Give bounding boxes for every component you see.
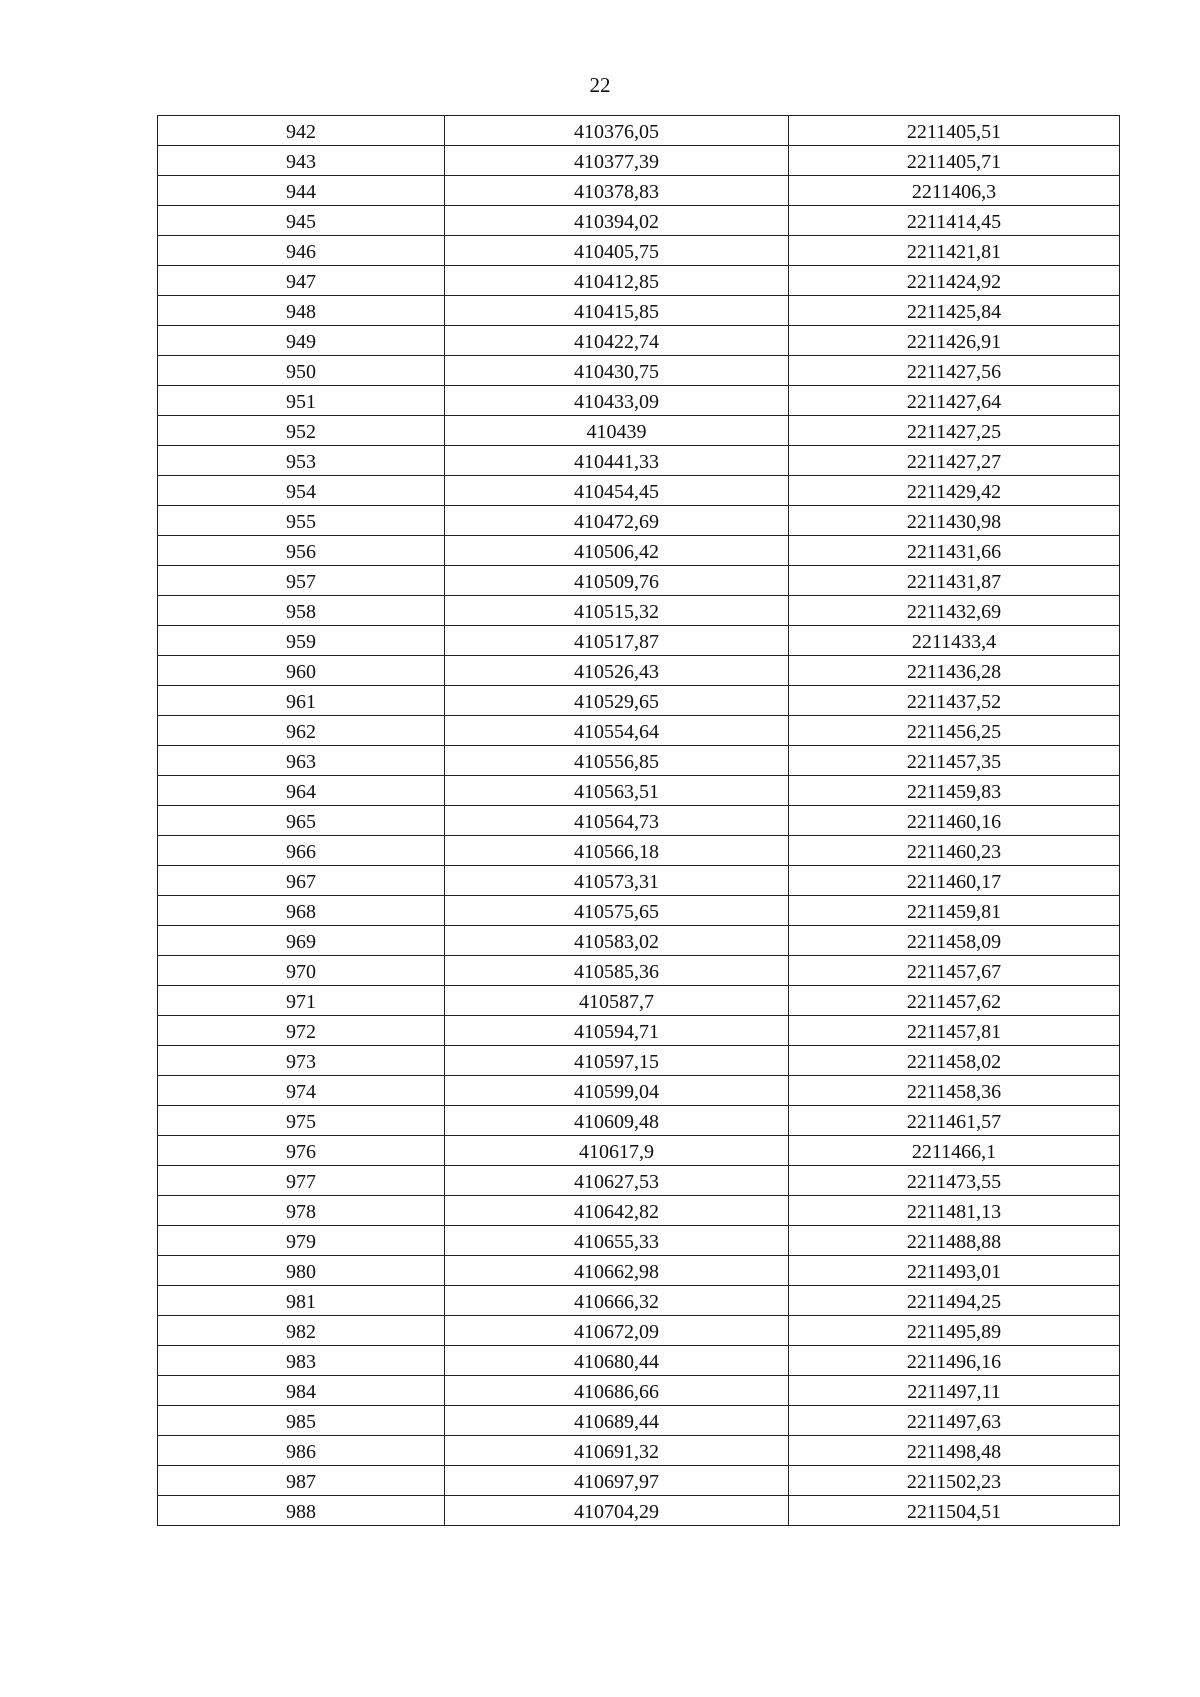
point-number-cell: 979: [158, 1226, 445, 1256]
x-coordinate-cell: 410597,15: [445, 1046, 789, 1076]
y-coordinate-cell: 2211461,57: [789, 1106, 1120, 1136]
x-coordinate-cell: 410526,43: [445, 656, 789, 686]
y-coordinate-cell: 2211406,3: [789, 176, 1120, 206]
table-row: [158, 1436, 1120, 1466]
point-number-cell: 967: [158, 866, 445, 896]
point-number-cell: 959: [158, 626, 445, 656]
x-coordinate-cell: 410689,44: [445, 1406, 789, 1436]
table-row: [158, 116, 1120, 146]
y-coordinate-cell: 2211458,09: [789, 926, 1120, 956]
x-coordinate-cell: 410430,75: [445, 356, 789, 386]
x-coordinate-cell: 410666,32: [445, 1286, 789, 1316]
x-coordinate-cell: 410573,31: [445, 866, 789, 896]
x-coordinate-cell: 410655,33: [445, 1226, 789, 1256]
x-coordinate-cell: 410441,33: [445, 446, 789, 476]
y-coordinate-cell: 2211481,13: [789, 1196, 1120, 1226]
point-number-cell: 948: [158, 296, 445, 326]
y-coordinate-cell: 2211430,98: [789, 506, 1120, 536]
x-coordinate-cell: 410472,69: [445, 506, 789, 536]
x-coordinate-cell: 410587,7: [445, 986, 789, 1016]
y-coordinate-cell: 2211498,48: [789, 1436, 1120, 1466]
y-coordinate-cell: 2211458,02: [789, 1046, 1120, 1076]
table-row: [158, 1196, 1120, 1226]
point-number-cell: 984: [158, 1376, 445, 1406]
table-row: [158, 836, 1120, 866]
x-coordinate-cell: 410594,71: [445, 1016, 789, 1046]
point-number-cell: 950: [158, 356, 445, 386]
y-coordinate-cell: 2211427,56: [789, 356, 1120, 386]
table-row: [158, 1406, 1120, 1436]
table-row: [158, 1286, 1120, 1316]
y-coordinate-cell: 2211424,92: [789, 266, 1120, 296]
y-coordinate-cell: 2211493,01: [789, 1256, 1120, 1286]
point-number-cell: 987: [158, 1466, 445, 1496]
y-coordinate-cell: 2211504,51: [789, 1496, 1120, 1526]
table-row: [158, 206, 1120, 236]
point-number-cell: 968: [158, 896, 445, 926]
point-number-cell: 980: [158, 1256, 445, 1286]
point-number-cell: 977: [158, 1166, 445, 1196]
y-coordinate-cell: 2211414,45: [789, 206, 1120, 236]
y-coordinate-cell: 2211460,23: [789, 836, 1120, 866]
y-coordinate-cell: 2211457,35: [789, 746, 1120, 776]
table-row: [158, 596, 1120, 626]
point-number-cell: 946: [158, 236, 445, 266]
x-coordinate-cell: 410575,65: [445, 896, 789, 926]
table-row: [158, 356, 1120, 386]
x-coordinate-cell: 410599,04: [445, 1076, 789, 1106]
page-number: 22: [589, 73, 611, 97]
point-number-cell: 972: [158, 1016, 445, 1046]
x-coordinate-cell: 410412,85: [445, 266, 789, 296]
x-coordinate-cell: 410564,73: [445, 806, 789, 836]
y-coordinate-cell: 2211459,83: [789, 776, 1120, 806]
y-coordinate-cell: 2211432,69: [789, 596, 1120, 626]
table-row: [158, 146, 1120, 176]
table-row: [158, 806, 1120, 836]
y-coordinate-cell: 2211497,63: [789, 1406, 1120, 1436]
y-coordinate-cell: 2211427,27: [789, 446, 1120, 476]
point-number-cell: 966: [158, 836, 445, 866]
table-row: [158, 176, 1120, 206]
x-coordinate-cell: 410583,02: [445, 926, 789, 956]
coordinates-table: [157, 115, 1120, 1526]
x-coordinate-cell: 410422,74: [445, 326, 789, 356]
table-row: [158, 956, 1120, 986]
y-coordinate-cell: 2211458,36: [789, 1076, 1120, 1106]
x-coordinate-cell: 410433,09: [445, 386, 789, 416]
point-number-cell: 949: [158, 326, 445, 356]
x-coordinate-cell: 410439: [445, 416, 789, 446]
x-coordinate-cell: 410509,76: [445, 566, 789, 596]
table-row: [158, 446, 1120, 476]
x-coordinate-cell: 410405,75: [445, 236, 789, 266]
point-number-cell: 988: [158, 1496, 445, 1526]
table-row: [158, 566, 1120, 596]
y-coordinate-cell: 2211460,17: [789, 866, 1120, 896]
y-coordinate-cell: 2211433,4: [789, 626, 1120, 656]
table-row: [158, 1166, 1120, 1196]
y-coordinate-cell: 2211425,84: [789, 296, 1120, 326]
y-coordinate-cell: 2211427,64: [789, 386, 1120, 416]
point-number-cell: 955: [158, 506, 445, 536]
table-row: [158, 926, 1120, 956]
y-coordinate-cell: 2211427,25: [789, 416, 1120, 446]
point-number-cell: 953: [158, 446, 445, 476]
y-coordinate-cell: 2211495,89: [789, 1316, 1120, 1346]
table-row: [158, 686, 1120, 716]
table-row: [158, 536, 1120, 566]
table-row: [158, 1496, 1120, 1526]
table-row: [158, 1346, 1120, 1376]
table-row: [158, 1466, 1120, 1496]
y-coordinate-cell: 2211456,25: [789, 716, 1120, 746]
point-number-cell: 954: [158, 476, 445, 506]
x-coordinate-cell: 410454,45: [445, 476, 789, 506]
x-coordinate-cell: 410394,02: [445, 206, 789, 236]
point-number-cell: 947: [158, 266, 445, 296]
coordinates-table-body: [158, 116, 1120, 1526]
table-row: [158, 746, 1120, 776]
table-row: [158, 626, 1120, 656]
table-row: [158, 866, 1120, 896]
table-row: [158, 326, 1120, 356]
y-coordinate-cell: 2211466,1: [789, 1136, 1120, 1166]
point-number-cell: 963: [158, 746, 445, 776]
point-number-cell: 944: [158, 176, 445, 206]
y-coordinate-cell: 2211405,71: [789, 146, 1120, 176]
table-row: [158, 296, 1120, 326]
table-row: [158, 1226, 1120, 1256]
table-row: [158, 656, 1120, 686]
table-row: [158, 236, 1120, 266]
x-coordinate-cell: 410377,39: [445, 146, 789, 176]
x-coordinate-cell: 410704,29: [445, 1496, 789, 1526]
point-number-cell: 965: [158, 806, 445, 836]
x-coordinate-cell: 410697,97: [445, 1466, 789, 1496]
y-coordinate-cell: 2211488,88: [789, 1226, 1120, 1256]
y-coordinate-cell: 2211496,16: [789, 1346, 1120, 1376]
point-number-cell: 982: [158, 1316, 445, 1346]
table-row: [158, 1016, 1120, 1046]
point-number-cell: 974: [158, 1076, 445, 1106]
x-coordinate-cell: 410672,09: [445, 1316, 789, 1346]
x-coordinate-cell: 410506,42: [445, 536, 789, 566]
y-coordinate-cell: 2211473,55: [789, 1166, 1120, 1196]
table-row: [158, 1376, 1120, 1406]
y-coordinate-cell: 2211437,52: [789, 686, 1120, 716]
point-number-cell: 964: [158, 776, 445, 806]
point-number-cell: 951: [158, 386, 445, 416]
point-number-cell: 975: [158, 1106, 445, 1136]
point-number-cell: 986: [158, 1436, 445, 1466]
table-row: [158, 416, 1120, 446]
x-coordinate-cell: 410680,44: [445, 1346, 789, 1376]
table-row: [158, 986, 1120, 1016]
x-coordinate-cell: 410529,65: [445, 686, 789, 716]
x-coordinate-cell: 410566,18: [445, 836, 789, 866]
x-coordinate-cell: 410585,36: [445, 956, 789, 986]
x-coordinate-cell: 410517,87: [445, 626, 789, 656]
table-row: [158, 266, 1120, 296]
point-number-cell: 981: [158, 1286, 445, 1316]
point-number-cell: 945: [158, 206, 445, 236]
table-row: [158, 776, 1120, 806]
x-coordinate-cell: 410554,64: [445, 716, 789, 746]
x-coordinate-cell: 410691,32: [445, 1436, 789, 1466]
table-row: [158, 1046, 1120, 1076]
x-coordinate-cell: 410378,83: [445, 176, 789, 206]
y-coordinate-cell: 2211421,81: [789, 236, 1120, 266]
y-coordinate-cell: 2211431,87: [789, 566, 1120, 596]
table-row: [158, 1316, 1120, 1346]
y-coordinate-cell: 2211457,81: [789, 1016, 1120, 1046]
x-coordinate-cell: 410563,51: [445, 776, 789, 806]
y-coordinate-cell: 2211429,42: [789, 476, 1120, 506]
point-number-cell: 985: [158, 1406, 445, 1436]
point-number-cell: 970: [158, 956, 445, 986]
y-coordinate-cell: 2211457,62: [789, 986, 1120, 1016]
x-coordinate-cell: 410556,85: [445, 746, 789, 776]
y-coordinate-cell: 2211459,81: [789, 896, 1120, 926]
point-number-cell: 958: [158, 596, 445, 626]
x-coordinate-cell: 410642,82: [445, 1196, 789, 1226]
y-coordinate-cell: 2211494,25: [789, 1286, 1120, 1316]
point-number-cell: 943: [158, 146, 445, 176]
point-number-cell: 971: [158, 986, 445, 1016]
point-number-cell: 976: [158, 1136, 445, 1166]
point-number-cell: 969: [158, 926, 445, 956]
table-row: [158, 1076, 1120, 1106]
y-coordinate-cell: 2211426,91: [789, 326, 1120, 356]
point-number-cell: 973: [158, 1046, 445, 1076]
point-number-cell: 983: [158, 1346, 445, 1376]
point-number-cell: 962: [158, 716, 445, 746]
y-coordinate-cell: 2211436,28: [789, 656, 1120, 686]
table-row: [158, 1106, 1120, 1136]
point-number-cell: 952: [158, 416, 445, 446]
x-coordinate-cell: 410617,9: [445, 1136, 789, 1166]
x-coordinate-cell: 410376,05: [445, 116, 789, 146]
y-coordinate-cell: 2211502,23: [789, 1466, 1120, 1496]
point-number-cell: 960: [158, 656, 445, 686]
table-row: [158, 386, 1120, 416]
point-number-cell: 961: [158, 686, 445, 716]
point-number-cell: 956: [158, 536, 445, 566]
y-coordinate-cell: 2211431,66: [789, 536, 1120, 566]
x-coordinate-cell: 410515,32: [445, 596, 789, 626]
y-coordinate-cell: 2211457,67: [789, 956, 1120, 986]
x-coordinate-cell: 410415,85: [445, 296, 789, 326]
y-coordinate-cell: 2211460,16: [789, 806, 1120, 836]
table-row: [158, 506, 1120, 536]
x-coordinate-cell: 410662,98: [445, 1256, 789, 1286]
x-coordinate-cell: 410609,48: [445, 1106, 789, 1136]
table-row: [158, 1256, 1120, 1286]
table-row: [158, 476, 1120, 506]
table-row: [158, 716, 1120, 746]
table-row: [158, 1136, 1120, 1166]
y-coordinate-cell: 2211497,11: [789, 1376, 1120, 1406]
x-coordinate-cell: 410686,66: [445, 1376, 789, 1406]
table-row: [158, 896, 1120, 926]
x-coordinate-cell: 410627,53: [445, 1166, 789, 1196]
point-number-cell: 957: [158, 566, 445, 596]
point-number-cell: 942: [158, 116, 445, 146]
y-coordinate-cell: 2211405,51: [789, 116, 1120, 146]
point-number-cell: 978: [158, 1196, 445, 1226]
